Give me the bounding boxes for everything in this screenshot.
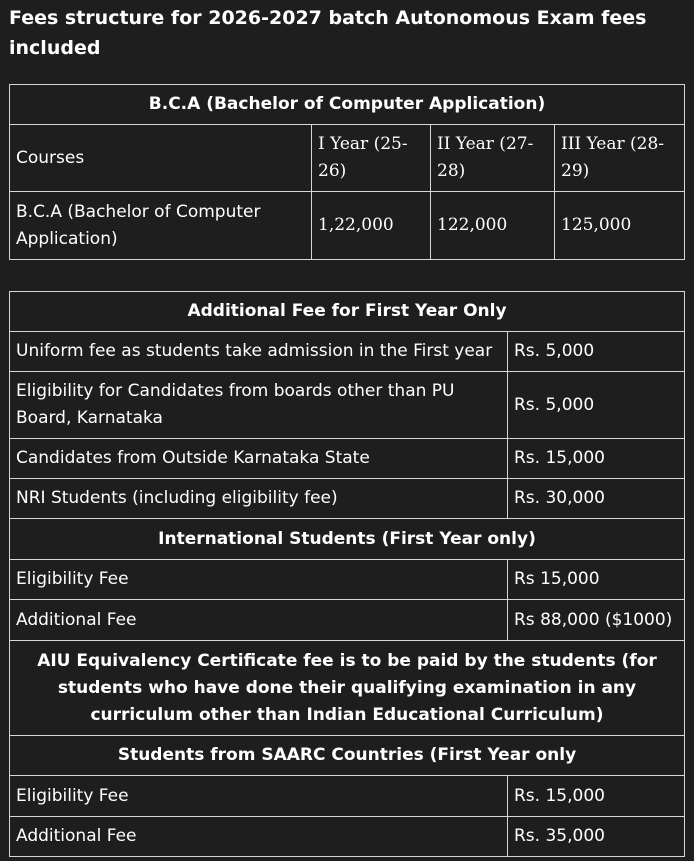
table-row: [10, 776, 685, 817]
fee-amount-cell: Rs. 15,000: [508, 776, 685, 817]
aiu-certificate-note: AIU Equivalency Certificate fee is to be paid by the students (for students who have done their qualifying examination in any curriculum other than Indian Educational Curriculum): [10, 641, 685, 736]
fee-amount-cell: Rs. 15,000: [508, 439, 685, 479]
fee-amount-cell: Rs. 30,000: [508, 479, 685, 519]
section-header-row: [10, 641, 685, 736]
page-heading: Fees structure for 2026-2027 batch Autonomous Exam fees included: [9, 7, 647, 59]
fee-description-cell: Uniform fee as students take admission in the First year: [10, 332, 508, 372]
fee-amount-cell: Rs. 5,000: [508, 372, 685, 439]
fee-amount-cell: Rs 15,000: [508, 560, 685, 600]
fee-description-cell: Additional Fee: [10, 600, 508, 641]
bca-fee-table: [9, 84, 685, 260]
fee-year-3-cell: 125,000: [555, 192, 685, 260]
additional-fees-table: [9, 291, 685, 857]
international-students-title: International Students (First Year only): [10, 519, 685, 560]
fee-description-cell: Candidates from Outside Karnataka State: [10, 439, 508, 479]
fee-amount-cell: Rs 88,000 ($1000): [508, 600, 685, 641]
table-row: [10, 372, 685, 439]
table-row: [10, 439, 685, 479]
fee-description-cell: NRI Students (including eligibility fee): [10, 479, 508, 519]
bca-table-title: B.C.A (Bachelor of Computer Application): [10, 85, 685, 125]
column-header-year-1: I Year (25-26): [312, 125, 431, 192]
column-header-year-2: II Year (27-28): [431, 125, 555, 192]
table-row: [10, 817, 685, 857]
table-row: [10, 332, 685, 372]
fee-description-cell: Eligibility Fee: [10, 776, 508, 817]
table-row: [10, 479, 685, 519]
bca-header-row: [10, 125, 685, 192]
fee-amount-cell: Rs. 5,000: [508, 332, 685, 372]
fee-year-1-cell: 1,22,000: [312, 192, 431, 260]
table-row: [10, 600, 685, 641]
column-header-courses: Courses: [10, 125, 312, 192]
column-header-year-3: III Year (28-29): [555, 125, 685, 192]
fee-year-2-cell: 122,000: [431, 192, 555, 260]
table-row: [10, 192, 685, 260]
additional-fee-title: Additional Fee for First Year Only: [10, 292, 685, 332]
section-header-row: [10, 736, 685, 776]
fee-amount-cell: Rs. 35,000: [508, 817, 685, 857]
course-name-cell: B.C.A (Bachelor of Computer Application): [10, 192, 312, 260]
bca-title-row: [10, 85, 685, 125]
fee-description-cell: Eligibility for Candidates from boards other than PU Board, Karnataka: [10, 372, 508, 439]
section-header-row: [10, 519, 685, 560]
fee-description-cell: Additional Fee: [10, 817, 508, 857]
section-header-row: [10, 292, 685, 332]
table-row: [10, 560, 685, 600]
saarc-students-title: Students from SAARC Countries (First Year only: [10, 736, 685, 776]
fee-description-cell: Eligibility Fee: [10, 560, 508, 600]
